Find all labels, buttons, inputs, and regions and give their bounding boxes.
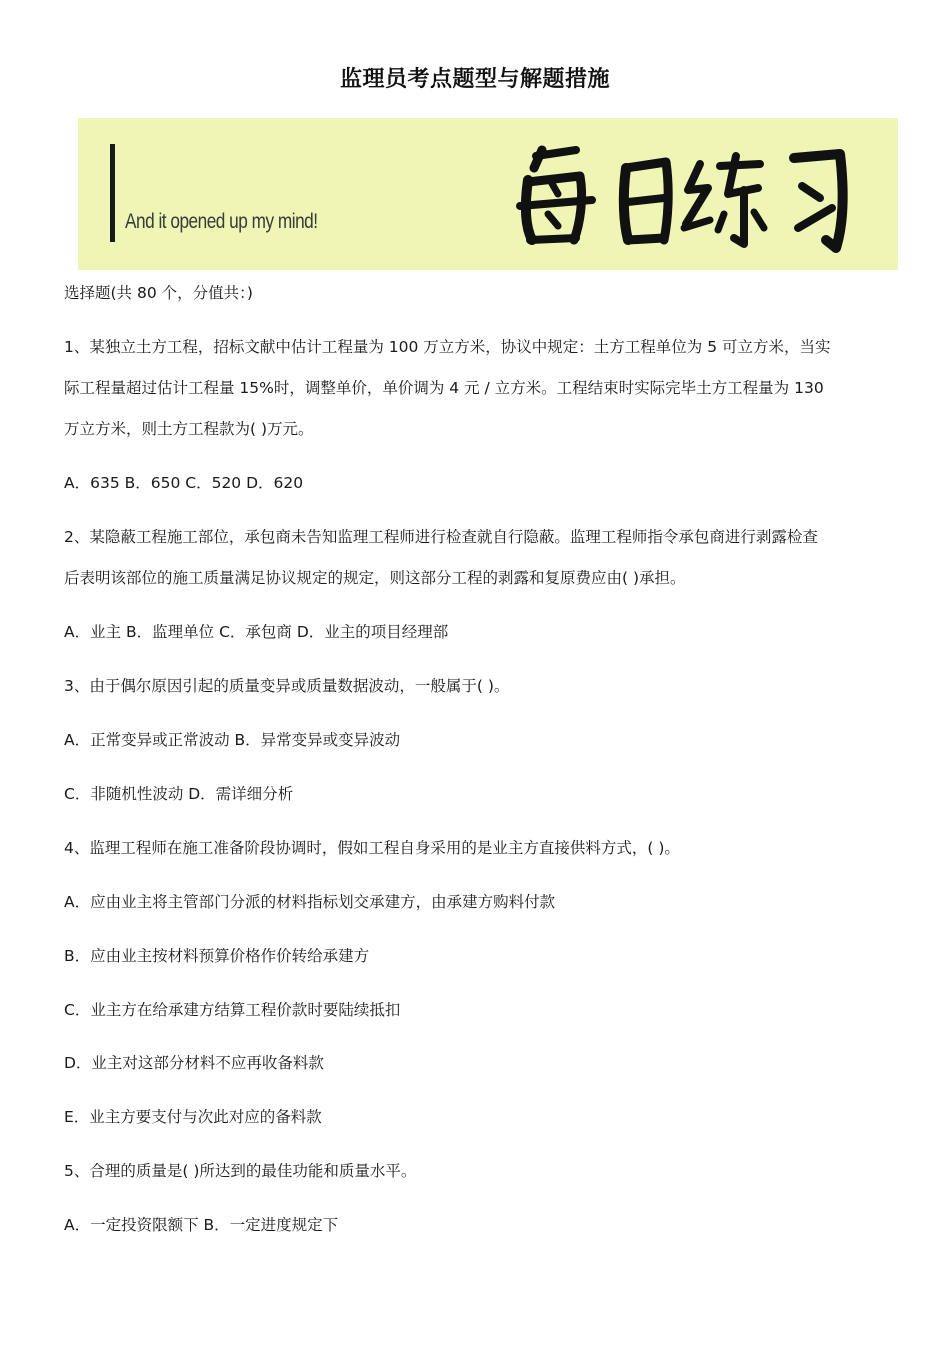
banner-tagline: And it opened up my mind! xyxy=(125,210,318,233)
question-2-options: A．业主 B．监理单位 C．承包商 D．业主的项目经理部 xyxy=(64,623,449,641)
question-1-line-1: 1、某独立土方工程，招标文献中估计工程量为 100 万立方米，协议中规定：土方工程单位为 5 可立方米，当实 xyxy=(64,338,831,356)
question-4-option-c: C．业主方在给承建方结算工程价款时要陆续抵扣 xyxy=(64,1001,401,1019)
question-3-option-ab: A．正常变异或正常波动 B．异常变异或变异波动 xyxy=(64,731,401,749)
question-4-line-1: 4、监理工程师在施工准备阶段协调时，假如工程自身采用的是业主方直接供料方式，( )。 xyxy=(64,839,680,857)
question-3-line-1: 3、由于偶尔原因引起的质量变异或质量数据波动，一般属于( )。 xyxy=(64,677,510,695)
question-5-line-1: 5、合理的质量是( )所达到的最佳功能和质量水平。 xyxy=(64,1162,417,1180)
question-1-options: A．635 B．650 C．520 D．620 xyxy=(64,474,304,492)
question-2-line-1: 2、某隐蔽工程施工部位，承包商未告知监理工程师进行检查就自行隐蔽。监理工程师指令承包商进行剥露检查 xyxy=(64,528,818,546)
question-4-option-e: E．业主方要支付与次此对应的备料款 xyxy=(64,1108,322,1126)
question-2-line-2: 后表明该部位的施工质量满足协议规定的规定，则这部分工程的剥露和复原费应由( )承担。 xyxy=(64,569,686,587)
section-heading: 选择题(共 80 个，分值共：) xyxy=(64,284,253,302)
document-title: 监理员考点题型与解题措施 xyxy=(339,67,610,92)
daily-practice-calligraphy-logo xyxy=(514,128,864,263)
question-4-option-a: A．应由业主将主管部门分派的材料指标划交承建方，由承建方购料付款 xyxy=(64,893,556,911)
question-1-line-3: 万立方米，则土方工程款为( )万元。 xyxy=(64,420,314,438)
question-3-option-cd: C．非随机性波动 D．需详细分析 xyxy=(64,785,294,803)
question-4-option-d: D．业主对这部分材料不应再收备料款 xyxy=(64,1054,324,1072)
question-1-line-2: 际工程量超过估计工程量 15%时，调整单价，单价调为 4 元 / 立方米。工程结束时实际完毕土方工程量为 130 xyxy=(64,379,824,397)
question-4-option-b: B．应由业主按材料预算价格作价转给承建方 xyxy=(64,947,370,965)
question-5-options: A．一定投资限额下 B．一定进度规定下 xyxy=(64,1216,339,1234)
banner-vertical-bar xyxy=(110,144,115,242)
daily-practice-banner xyxy=(78,118,898,270)
